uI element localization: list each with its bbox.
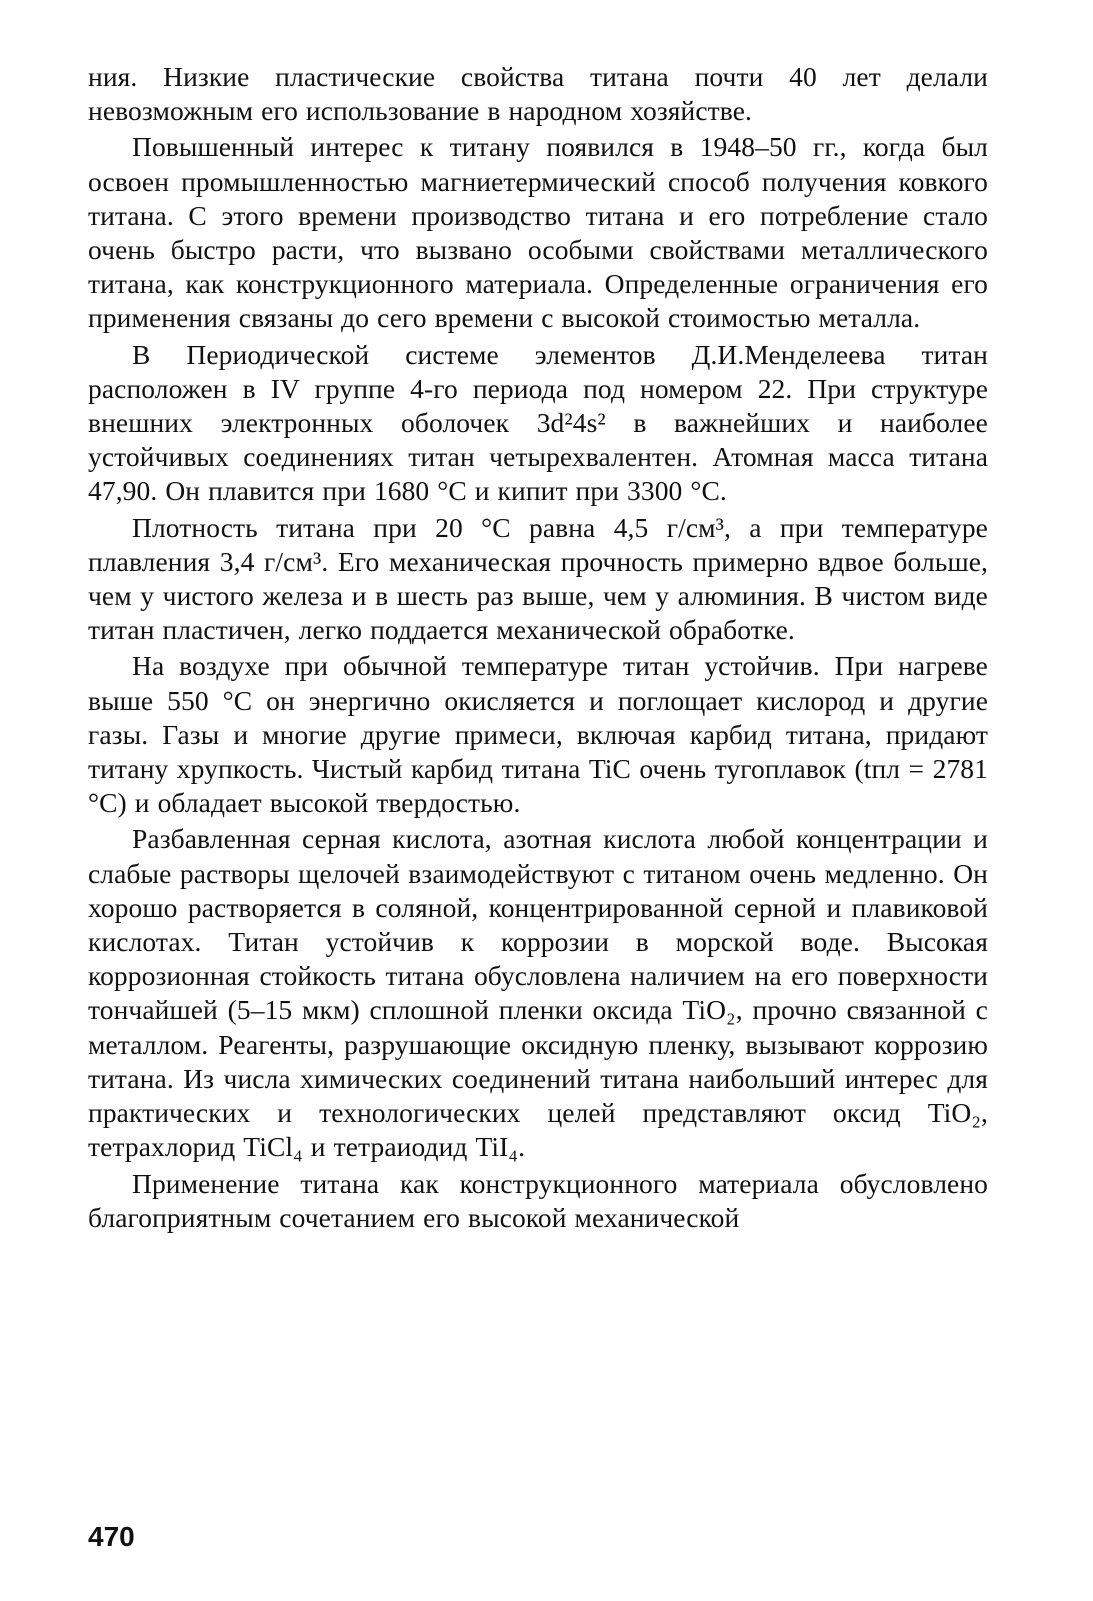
paragraph: Плотность титана при 20 °С равна 4,5 г/см³, а при температуре плавления 3,4 г/см³. Его механическая прочность примерно вдвое больше, чем у чистого железа и в шесть раз выше, чем у алюминия. В чистом виде титан пластичен, легко поддается механической обработке. xyxy=(88,511,988,646)
paragraph: В Периодической системе элементов Д.И.Менделеева титан расположен в IV группе 4-го периода под номером 22. При структуре внешних электронных оболочек 3d²4s² в важнейших и наиболее устойчивых соединениях титан четырехвалентен. Атомная масса титана 47,90. Он плавится при 1680 °С и кипит при 3300 °С. xyxy=(88,338,988,507)
page-body xyxy=(88,60,988,1235)
paragraph: Применение титана как конструкционного материала обусловлено благоприятным сочетанием его высокой механической xyxy=(88,1167,988,1233)
paragraph: Разбавленная серная кислота, азотная кислота любой концентрации и слабые растворы щелочей взаимодействуют с титаном очень медленно. Он хорошо растворяется в соляной, концентрированной серной и плавиковой кислотах. Титан устойчив к коррозии в морской воде. Высокая коррозионная стойкость титана обусловлена наличием на его поверхности тончайшей (5–15 мкм) сплошной пленки оксида TiO₂, прочно связанной с металлом. Реагенты, разрушающие оксидную пленку, вызывают коррозию титана. Из числа химических соединений титана наибольший интерес для практических и технологических целей представляют оксид TiO₂, тетрахлорид TiCl₄ и тетраиодид TiI₄. xyxy=(88,823,988,1163)
paragraph: На воздухе при обычной температуре титан устойчив. При нагреве выше 550 °С он энергично окисляется и поглощает кислород и другие газы. Газы и многие другие примеси, включая карбид титана, придают титану хрупкость. Чистый карбид титана TiC очень тугоплавок (tпл = 2781 °С) и обладает высокой твердостью. xyxy=(88,650,988,819)
page-number: 470 xyxy=(88,1521,135,1552)
paragraph: ния. Низкие пластические свойства титана почти 40 лет делали невозможным его использование в народном хозяйстве. xyxy=(88,61,988,127)
paragraph: Повышенный интерес к титану появился в 1948–50 гг., когда был освоен промышленностью магниетермический способ получения ковкого титана. С этого времени производство титана и его потребление стало очень быстро расти, что вызвано особыми свойствами металлического титана, как конструкционного материала. Определенные ограничения его применения связаны до сего времени с высокой стоимостью металла. xyxy=(88,131,988,334)
